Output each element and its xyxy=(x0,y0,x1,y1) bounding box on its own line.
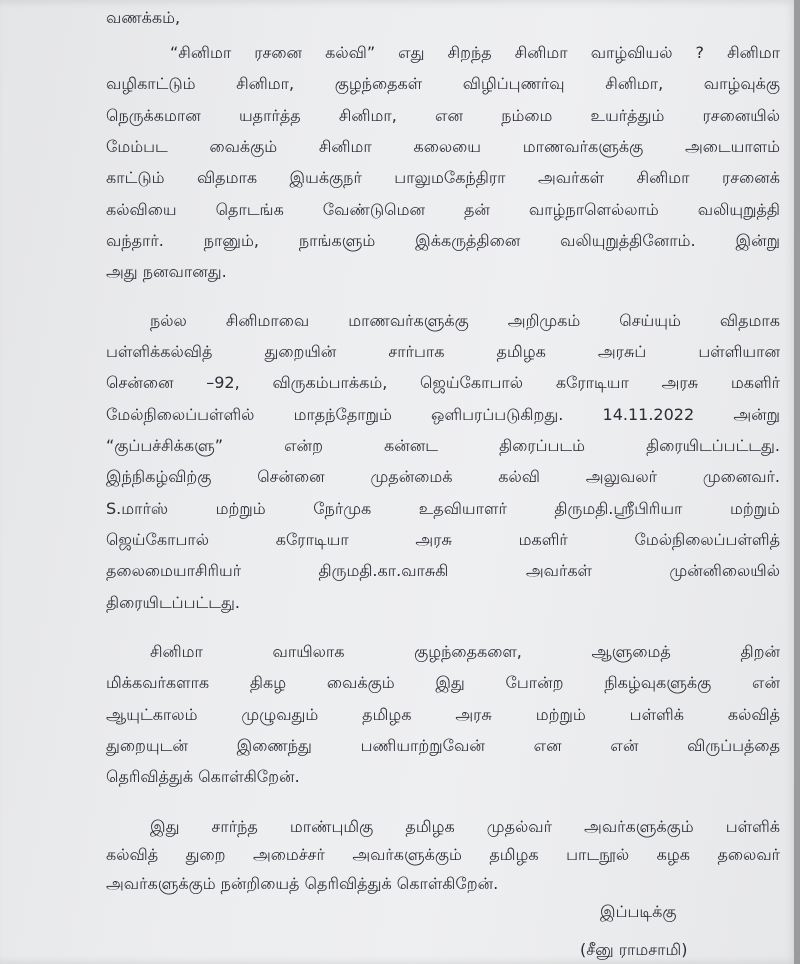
paragraph-2-line-6: இந்நிகழ்விற்கு சென்னை முதன்மைக் கல்வி அலுவலர் முனைவர். xyxy=(106,467,780,486)
closing: இப்படிக்கு xyxy=(600,902,677,921)
paragraph-1-line-6: கல்வியை தொடங்க வேண்டுமென தன் வாழ்நாளெல்லாம் வலியுறுத்தி xyxy=(106,200,780,219)
paragraph-3-line-2: மிக்கவர்களாக திகழ வைக்கும் இது போன்ற நிகழ்வுகளுக்கு என் xyxy=(106,673,780,692)
paragraph-1-line-4: மேம்பட வைக்கும் சினிமா கலையை மாணவர்களுக்கு அடையாளம் xyxy=(106,137,780,156)
paragraph-2-line-3: சென்னை –92, விருகம்பாக்கம், ஜெய்கோபால் கரோடியா அரசு மகளிர் xyxy=(106,373,780,392)
paragraph-1-line-8: அது நனவானது. xyxy=(106,262,227,281)
paragraph-2-line-4: மேல்நிலைப்பள்ளில் மாதந்தோறும் ஒளிபரப்படுகிறது. 14.11.2022 அன்று xyxy=(106,405,780,424)
paragraph-4-line-1: இது சார்ந்த மாண்புமிகு தமிழக முதல்வர் அவர்களுக்கும் பள்ளிக் xyxy=(150,817,780,836)
paragraph-1-line-5: காட்டும் விதமாக இயக்குநர் பாலுமகேந்திரா அவர்கள் சினிமா ரசனைக் xyxy=(106,168,780,187)
paragraph-3-line-1: சினிமா வாயிலாக குழந்தைகளை, ஆளுமைத் திறன் xyxy=(150,642,780,661)
paragraph-3-line-4: துறையுடன் இணைந்து பணியாற்றுவேன் என என் விருப்பத்தை xyxy=(106,736,780,755)
paragraph-4-line-2: கல்வித் துறை அமைச்சர் அவர்களுக்கும் தமிழக பாடநூல் கழக தலைவர் xyxy=(106,845,780,864)
paragraph-2-line-5: “குப்பச்சிக்களு” என்ற கன்னட திரைப்படம் திரையிடப்பட்டது. xyxy=(106,436,780,455)
paragraph-2-line-8: ஜெய்கோபால் கரோடியா அரசு மகளிர் மேல்நிலைப்பள்ளித் xyxy=(106,530,780,549)
paragraph-1-line-2: வழிகாட்டும் சினிமா, குழந்தைகள் விழிப்புணர்வு சினிமா, வாழ்வுக்கு xyxy=(106,74,780,93)
signature: (சீனு ராமசாமி) xyxy=(580,940,688,959)
paragraph-3-line-5: தெரிவித்துக் கொள்கிறேன். xyxy=(106,767,300,786)
paragraph-1-line-1: “சினிமா ரசனை கல்வி” எது சிறந்த சினிமா வாழ்வியல் ? சினிமா xyxy=(170,43,780,62)
paragraph-2-line-10: திரையிடப்பட்டது. xyxy=(106,593,240,612)
paragraph-2-line-7: S.மார்ஸ் மற்றும் நேர்முக உதவியாளர் திருமதி.ஸ்ரீபிரியா மற்றும் xyxy=(106,499,780,518)
paragraph-4-line-3: அவர்களுக்கும் நன்றியைத் தெரிவித்துக் கொள்கிறேன். xyxy=(106,874,499,893)
paragraph-2-line-2: பள்ளிக்கல்வித் துறையின் சார்பாக தமிழக அரசுப் பள்ளியான xyxy=(106,342,780,361)
paragraph-2-line-9: தலைமையாசிரியர் திருமதி.கா.வாசுகி அவர்கள் முன்னிலையில் xyxy=(106,561,780,580)
paragraph-3-line-3: ஆயுட்காலம் முழுவதும் தமிழக அரசு மற்றும் பள்ளிக் கல்வித் xyxy=(106,705,780,724)
paragraph-2-line-1: நல்ல சினிமாவை மாணவர்களுக்கு அறிமுகம் செய்யும் விதமாக xyxy=(150,311,780,330)
salutation: வணக்கம், xyxy=(106,8,181,27)
paragraph-1-line-3: நெருக்கமான யதார்த்த சினிமா, என நம்மை உயர்த்தும் ரசனையில் xyxy=(106,106,780,125)
paragraph-1-line-7: வந்தார். நானும், நாங்களும் இக்கருத்தினை வலியுறுத்தினோம். இன்று xyxy=(106,231,780,250)
